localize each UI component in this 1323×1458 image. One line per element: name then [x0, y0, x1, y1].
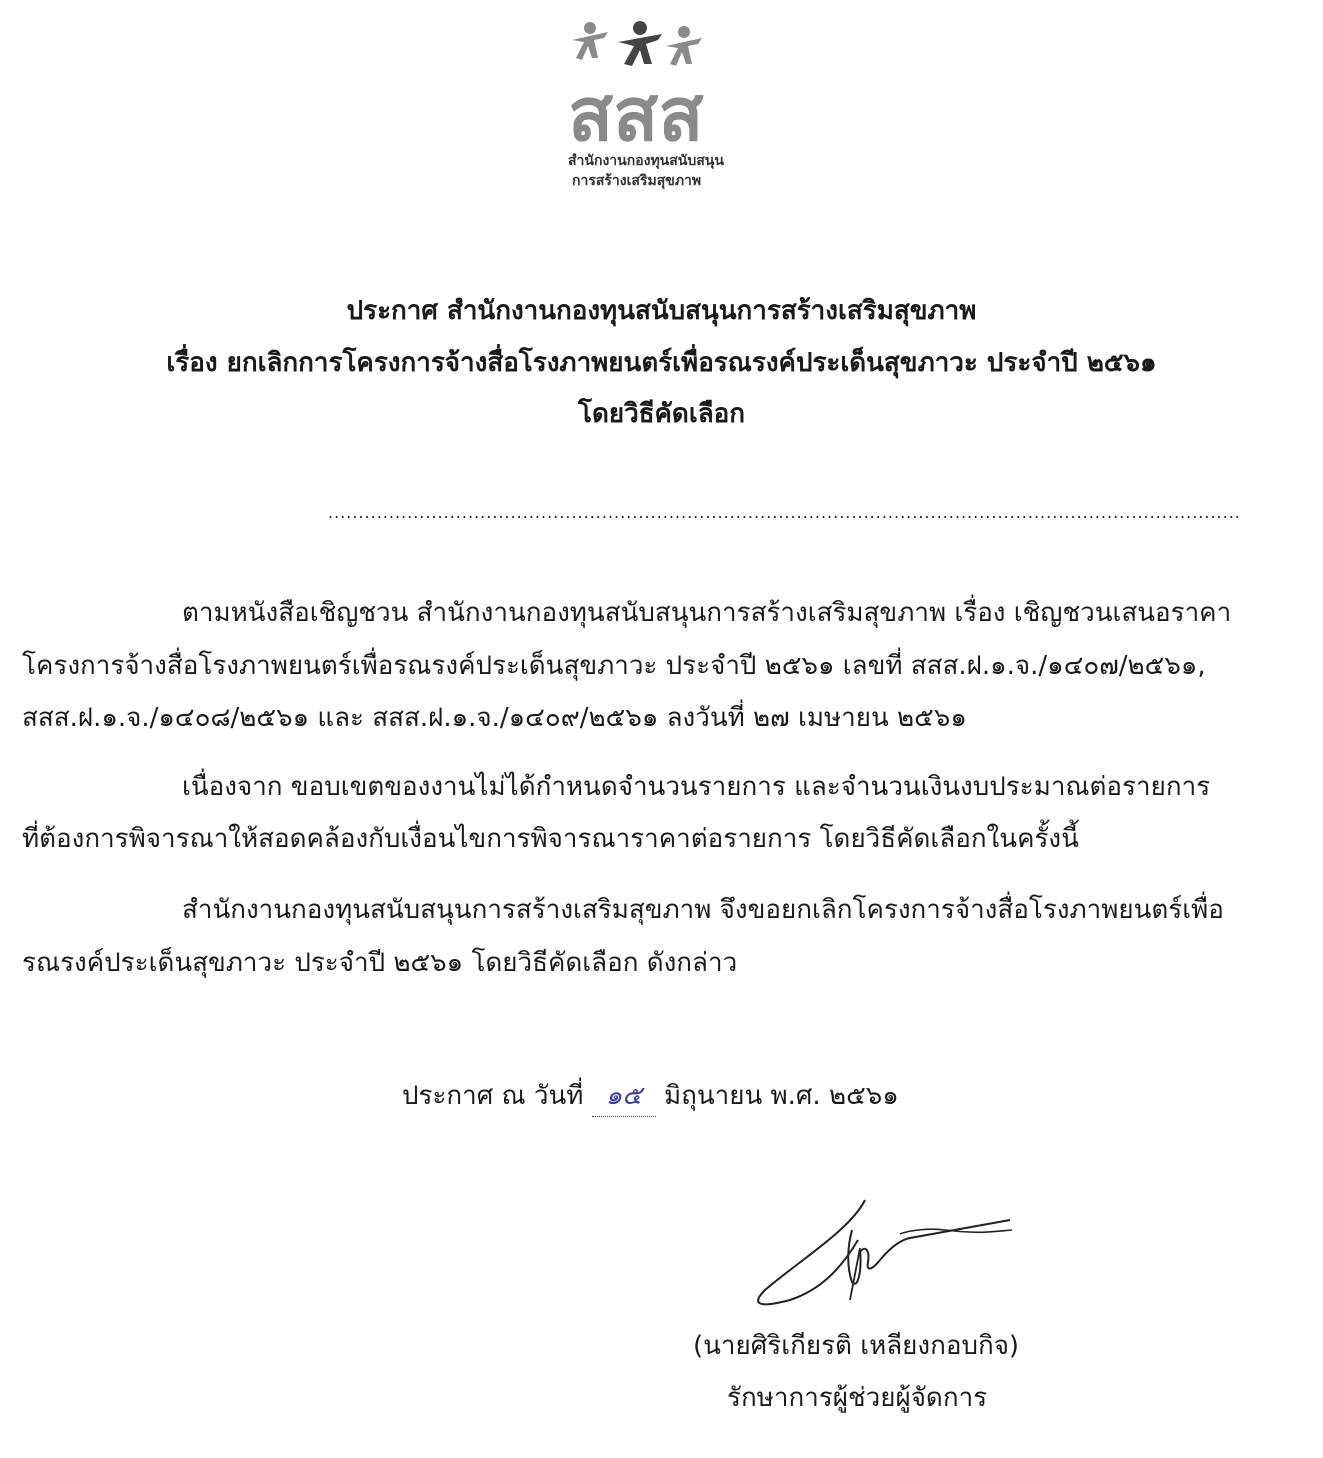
signer-position: รักษาการผู้ช่วยผู้จัดการ	[727, 1383, 988, 1413]
logo-caption-line2: การสร้างเสริมสุขภาพ	[572, 173, 702, 189]
paragraph-2-line-1: เนื่องจาก ขอบเขตของงานไม่ได้กำหนดจำนวนรายการ และจำนวนเงินงบประมาณต่อรายการ	[182, 772, 1211, 802]
people-figures-icon	[572, 21, 702, 66]
date-prefix: ประกาศ ณ วันที่	[402, 1081, 584, 1111]
separator-dots: ......................................................................................................................................................	[328, 503, 1241, 522]
announcement-title: ประกาศ สำนักงานกองทุนสนับสนุนการสร้างเสริมสุขภาพ	[346, 296, 977, 326]
date-suffix: มิถุนายน พ.ศ. ๒๕๖๑	[663, 1081, 899, 1111]
signature	[740, 1190, 1030, 1315]
paragraph-3-line-1: สำนักงานกองทุนสนับสนุนการสร้างเสริมสุขภาพ จึงขอยกเลิกโครงการจ้างสื่อโรงภาพยนตร์เพื่อ	[182, 895, 1224, 925]
announcement-subject: เรื่อง ยกเลิกการโครงการจ้างสื่อโรงภาพยนตร์เพื่อรณรงค์ประเด็นสุขภาวะ ประจำปี ๒๕๖๑	[166, 348, 1157, 378]
logo-wordmark: สสส	[568, 72, 704, 158]
paragraph-2-line-2: ที่ต้องการพิจารณาให้สอดคล้องกับเงื่อนไขการพิจารณาราคาต่อรายการ โดยวิธีคัดเลือกในครั้งนี้	[22, 824, 1079, 854]
announcement-date	[402, 1075, 899, 1117]
logo-caption-line1: สำนักงานกองทุนสนับสนุน	[568, 153, 724, 169]
paragraph-3-line-2: รณรงค์ประเด็นสุขภาวะ ประจำปี ๒๕๖๑ โดยวิธีคัดเลือก ดังกล่าว	[22, 948, 738, 978]
date-day-handwritten: ๑๕	[592, 1075, 656, 1117]
announcement-method: โดยวิธีคัดเลือก	[577, 399, 745, 429]
paragraph-1-line-1: ตามหนังสือเชิญชวน สำนักงานกองทุนสนับสนุนการสร้างเสริมสุขภาพ เรื่อง เชิญชวนเสนอราคา	[182, 598, 1232, 628]
signer-name: (นายศิริเกียรติ เหลียงกอบกิจ)	[693, 1331, 1020, 1361]
paragraph-1-line-2: โครงการจ้างสื่อโรงภาพยนตร์เพื่อรณรงค์ประเด็นสุขภาวะ ประจำปี ๒๕๖๑ เลขที่ สสส.ฝ.๑.จ./๑๔๐๗/๒๕๖๑,	[22, 651, 1206, 681]
paragraph-1-line-3: สสส.ฝ.๑.จ./๑๔๐๘/๒๕๖๑ และ สสส.ฝ.๑.จ./๑๔๐๙/๒๕๖๑ ลงวันที่ ๒๗ เมษายน ๒๕๖๑	[22, 703, 967, 733]
